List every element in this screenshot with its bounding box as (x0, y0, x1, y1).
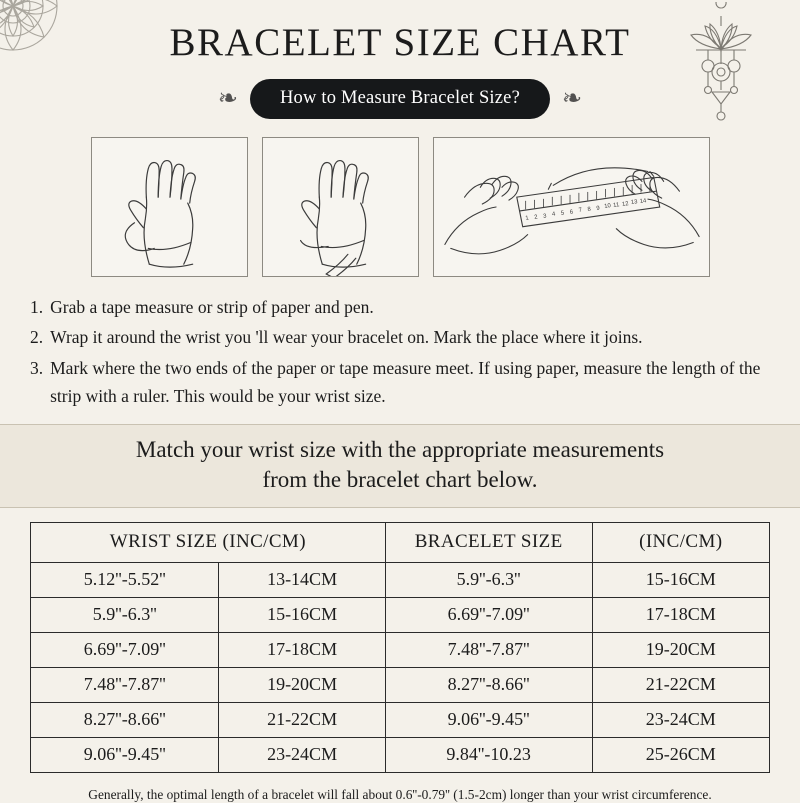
svg-text:8: 8 (586, 206, 591, 213)
banner-line-2: from the bracelet chart below. (262, 467, 538, 493)
cell-wrist-cm: 19-20CM (219, 668, 385, 703)
cell-bracelet-cm: 17-18CM (592, 598, 769, 633)
table-row (31, 598, 770, 633)
instruction-step (30, 293, 774, 321)
svg-text:12: 12 (621, 201, 629, 208)
cell-bracelet-cm: 25-26CM (592, 738, 769, 773)
cell-wrist-inch: 5.9''-6.3'' (31, 598, 219, 633)
step-text: Wrap it around the wrist you 'll wear your bracelet on. Mark the place where it joins. (50, 327, 643, 348)
cell-bracelet-cm: 21-22CM (592, 668, 769, 703)
hand-with-string-drawing (92, 138, 247, 276)
header-wrist-size: WRIST SIZE (INC/CM) (31, 523, 386, 563)
svg-text:13: 13 (630, 199, 638, 207)
step-number: 1. (30, 297, 44, 317)
instruction-step (30, 354, 774, 411)
cell-wrist-cm: 13-14CM (219, 563, 385, 598)
cell-wrist-inch: 6.69''-7.09'' (31, 633, 219, 668)
hand-with-paper-strip-illustration (262, 137, 419, 277)
cell-wrist-cm: 15-16CM (219, 598, 385, 633)
size-chart-head (31, 523, 770, 563)
header-bracelet-units: (INC/CM) (592, 523, 769, 563)
flourish-left-icon: ❧ (217, 86, 238, 112)
cell-wrist-cm: 17-18CM (219, 633, 385, 668)
table-header-row (31, 523, 770, 563)
svg-text:6: 6 (568, 209, 574, 216)
instruction-steps (0, 293, 800, 410)
svg-text:10: 10 (603, 203, 611, 210)
cell-bracelet-inch: 7.48''-7.87'' (385, 633, 592, 668)
cell-wrist-cm: 21-22CM (219, 703, 385, 738)
step-number: 3. (30, 357, 44, 378)
cell-bracelet-cm: 15-16CM (592, 563, 769, 598)
svg-text:7: 7 (577, 207, 582, 214)
step-text: Grab a tape measure or strip of paper and pen. (50, 297, 374, 317)
match-size-banner (0, 424, 800, 508)
svg-text:1: 1 (524, 215, 529, 222)
table-row (31, 738, 770, 773)
subtitle-row (0, 79, 800, 119)
svg-text:2: 2 (533, 214, 538, 221)
page-title: BRACELET SIZE CHART (169, 21, 631, 64)
banner-line-1: Match your wrist size with the appropriate measurements (135, 437, 665, 463)
svg-text:5: 5 (560, 210, 565, 217)
svg-text:14: 14 (638, 198, 647, 206)
ruler-and-hands-drawing (434, 138, 709, 276)
cell-bracelet-cm: 19-20CM (592, 633, 769, 668)
cell-bracelet-inch: 5.9''-6.3'' (385, 563, 592, 598)
hands-measuring-with-ruler-illustration (433, 137, 710, 277)
how-to-measure-pill: How to Measure Bracelet Size? (250, 79, 550, 119)
step-text: Mark where the two ends of the paper or tape measure meet. If using paper, measure the length of the strip with a ruler. This would be your wrist size. (50, 357, 761, 407)
cell-wrist-inch: 8.27''-8.66'' (31, 703, 219, 738)
hand-with-paper-drawing (263, 138, 418, 276)
table-row (31, 563, 770, 598)
step-number: 2. (30, 327, 44, 348)
cell-bracelet-inch: 6.69''-7.09'' (385, 598, 592, 633)
illustration-row (0, 137, 800, 277)
table-row (31, 633, 770, 668)
header-bracelet-size: BRACELET SIZE (385, 523, 592, 563)
instruction-step (30, 323, 774, 351)
cell-wrist-inch: 7.48''-7.87'' (31, 668, 219, 703)
size-table-wrapper (0, 508, 800, 773)
cell-wrist-inch: 9.06''-9.45'' (31, 738, 219, 773)
cell-wrist-inch: 5.12''-5.52'' (31, 563, 219, 598)
cell-bracelet-inch: 9.06''-9.45'' (385, 703, 592, 738)
svg-text:3: 3 (542, 213, 547, 220)
cell-wrist-cm: 23-24CM (219, 738, 385, 773)
svg-text:4: 4 (551, 211, 556, 218)
table-row (31, 703, 770, 738)
svg-text:11: 11 (612, 202, 620, 209)
size-chart-table (30, 522, 770, 773)
size-chart-body (31, 563, 770, 773)
cell-bracelet-inch: 9.84''-10.23 (385, 738, 592, 773)
hand-with-string-illustration (91, 137, 248, 277)
table-row (31, 668, 770, 703)
footnote: Generally, the optimal length of a bracelet will fall about 0.6''-0.79'' (1.5-2cm) longer than your wrist circumference. (88, 787, 712, 803)
flourish-right-icon: ❧ (562, 86, 583, 112)
svg-text:9: 9 (595, 205, 600, 212)
cell-bracelet-cm: 23-24CM (592, 703, 769, 738)
cell-bracelet-inch: 8.27''-8.66'' (385, 668, 592, 703)
